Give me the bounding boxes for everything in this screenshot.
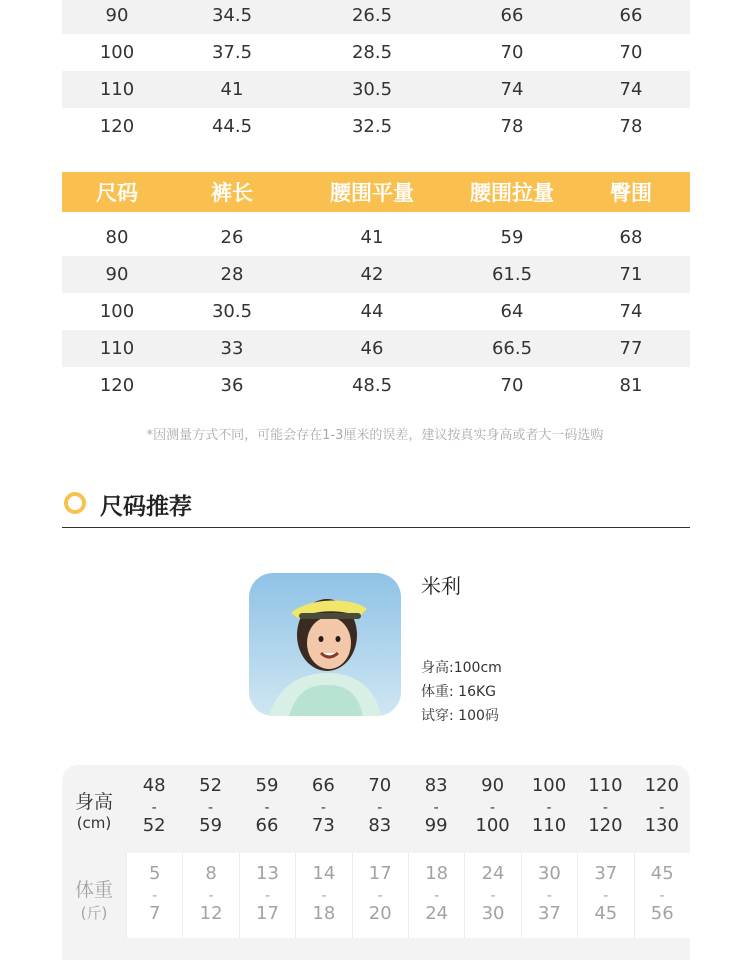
- table-cell: 74: [500, 79, 524, 100]
- table-cell: 33: [220, 338, 244, 359]
- table-cell: 66: [500, 5, 524, 26]
- range-dash: -: [208, 888, 214, 904]
- weight-range-min: 37: [594, 863, 618, 884]
- weight-label: 体重: [74, 879, 113, 901]
- weight-range-max: 30: [481, 903, 505, 924]
- circle-icon: [64, 492, 86, 514]
- table-cell: 71: [619, 264, 643, 285]
- range-dash: -: [151, 800, 157, 816]
- weight-range-max: 18: [312, 903, 336, 924]
- column-header: 裤长: [211, 181, 253, 205]
- table-cell: 90: [105, 5, 129, 26]
- weight-range-max: 12: [199, 903, 223, 924]
- measurement-note: *因测量方式不同，可能会存在1-3厘米的误差，建议按真实身高或者大一码选购: [146, 428, 604, 443]
- weight-range-cell: [521, 853, 577, 938]
- weight-range-min: 45: [650, 863, 674, 884]
- height-label: 身高: [74, 791, 113, 813]
- model-weight: 体重: 16KG: [421, 684, 497, 700]
- range-dash: -: [659, 888, 665, 904]
- height-range-cell: [239, 765, 295, 853]
- range-dash: -: [208, 800, 214, 816]
- height-range-cell: [577, 765, 633, 853]
- range-dash: -: [377, 800, 383, 816]
- weight-unit: (斤): [80, 904, 108, 922]
- column-header: 腰围拉量: [470, 181, 554, 205]
- table-cell: 28: [220, 264, 244, 285]
- table-cell: 70: [500, 375, 524, 396]
- height-range-cell: [126, 765, 182, 853]
- weight-range-cell: [295, 853, 351, 938]
- table-cell: 74: [619, 301, 643, 322]
- range-dash: -: [377, 888, 383, 904]
- height-range-min: 66: [311, 775, 335, 796]
- height-range-max: 130: [644, 815, 679, 836]
- size-recommendation-chart: [62, 765, 690, 960]
- weight-cells: [126, 853, 690, 938]
- model-name: 米利: [421, 574, 461, 598]
- height-row-label: [62, 787, 126, 832]
- height-range-cell: [464, 765, 520, 853]
- range-dash: -: [321, 888, 327, 904]
- height-range-max: 66: [255, 815, 279, 836]
- weight-range-min: 13: [256, 863, 279, 884]
- height-range-cell: [182, 765, 238, 853]
- table-cell: 59: [500, 227, 524, 248]
- section-header: [62, 484, 690, 528]
- range-dash: -: [152, 888, 158, 904]
- range-dash: -: [602, 800, 608, 816]
- weight-range-max: 7: [148, 903, 161, 924]
- height-range-max: 73: [311, 815, 335, 836]
- range-dash: -: [603, 888, 609, 904]
- table-cell: 90: [105, 264, 129, 285]
- height-range-min: 52: [199, 775, 223, 796]
- height-range-min: 100: [531, 775, 567, 796]
- weight-range-cell: [634, 853, 690, 938]
- table-cell: 32.5: [351, 116, 393, 137]
- height-range-max: 59: [199, 815, 223, 836]
- height-range-cell: [634, 765, 690, 853]
- weight-row-label: [62, 875, 126, 923]
- range-dash: -: [546, 888, 552, 904]
- range-dash: -: [264, 888, 270, 904]
- table-cell: 26: [220, 227, 244, 248]
- table-cell: 36: [220, 375, 244, 396]
- weight-range-cell: [408, 853, 464, 938]
- table-row: [62, 0, 690, 34]
- weight-range-min: 24: [481, 863, 505, 884]
- height-range-min: 70: [368, 775, 392, 796]
- column-header: 尺码: [96, 181, 138, 205]
- height-range-min: 59: [255, 775, 279, 796]
- table-cell: 120: [99, 375, 135, 396]
- height-unit: (cm): [76, 814, 112, 832]
- height-range-max: 100: [475, 815, 510, 836]
- range-dash: -: [264, 800, 270, 816]
- table-cell: 42: [360, 264, 384, 285]
- range-dash: -: [546, 800, 552, 816]
- height-range-min: 120: [644, 775, 679, 796]
- table-cell: 30.5: [351, 79, 393, 100]
- height-range-max: 99: [424, 815, 448, 836]
- table-row: [62, 293, 690, 330]
- table-row: [62, 367, 690, 404]
- column-header: 腰围平量: [330, 181, 414, 205]
- height-range-max: 110: [531, 815, 567, 836]
- table-cell: 110: [99, 338, 135, 359]
- table-cell: 68: [619, 227, 643, 248]
- weight-range-cell: [464, 853, 520, 938]
- height-range-min: 110: [588, 775, 623, 796]
- table-cell: 66: [619, 5, 643, 26]
- table-cell: 34.5: [211, 5, 253, 26]
- weight-range-cell: [239, 853, 295, 938]
- height-range-cell: [521, 765, 577, 853]
- weight-range-min: 18: [425, 863, 449, 884]
- table-cell: 80: [105, 227, 129, 248]
- weight-range-min: 17: [368, 863, 392, 884]
- table-cell: 37.5: [211, 42, 253, 63]
- table-cell: 66.5: [491, 338, 533, 359]
- table-cell: 100: [99, 42, 135, 63]
- height-range-max: 83: [368, 815, 392, 836]
- table-row: [62, 330, 690, 367]
- table-cell: 64: [500, 301, 524, 322]
- table-cell: 26.5: [351, 5, 393, 26]
- table-cell: 48.5: [351, 375, 393, 396]
- table-cell: 70: [500, 42, 524, 63]
- range-dash: -: [490, 800, 496, 816]
- weight-range-max: 20: [368, 903, 392, 924]
- height-range-cell: [352, 765, 408, 853]
- table-cell: 120: [99, 116, 135, 137]
- weight-range-max: 37: [537, 903, 561, 924]
- table-cell: 44: [360, 301, 384, 322]
- weight-range-max: 17: [256, 903, 279, 924]
- range-dash: -: [433, 800, 439, 816]
- height-range-max: 52: [142, 815, 166, 836]
- table-row: [62, 256, 690, 293]
- weight-range-max: 24: [425, 903, 449, 924]
- weight-range-cell: [577, 853, 633, 938]
- range-dash: -: [490, 888, 496, 904]
- table-cell: 44.5: [211, 116, 253, 137]
- table-cell: 74: [619, 79, 643, 100]
- weight-range-min: 14: [312, 863, 336, 884]
- height-range-cell: [295, 765, 351, 853]
- model-height: 身高:100cm: [421, 660, 502, 676]
- table-cell: 41: [220, 79, 244, 100]
- weight-range-max: 56: [650, 903, 674, 924]
- range-dash: -: [434, 888, 440, 904]
- table-cell: 81: [619, 375, 643, 396]
- height-range-min: 90: [481, 775, 505, 796]
- section-title: 尺码推荐: [100, 494, 192, 520]
- table-cell: 30.5: [211, 301, 253, 322]
- height-range-min: 83: [424, 775, 448, 796]
- weight-range-min: 8: [205, 863, 217, 884]
- table-cell: 28.5: [351, 42, 393, 63]
- table-cell: 77: [619, 338, 643, 359]
- range-dash: -: [320, 800, 326, 816]
- table-row: [62, 34, 690, 71]
- table-cell: 110: [99, 79, 135, 100]
- weight-range-max: 45: [594, 903, 618, 924]
- table-cell: 70: [619, 42, 643, 63]
- table-cell: 78: [500, 116, 524, 137]
- weight-range-cell: [182, 853, 238, 938]
- weight-range-min: 5: [148, 863, 161, 884]
- table-row: [62, 219, 690, 256]
- table-row: [62, 71, 690, 108]
- model-photo: [249, 573, 401, 716]
- height-range-min: 48: [142, 775, 166, 796]
- weight-range-cell: [126, 853, 182, 938]
- height-range-cell: [408, 765, 464, 853]
- height-range-max: 120: [588, 815, 623, 836]
- table-row: [62, 108, 690, 145]
- weight-range-cell: [352, 853, 408, 938]
- table-cell: 100: [99, 301, 135, 322]
- table-cell: 46: [360, 338, 384, 359]
- range-dash: -: [659, 800, 665, 816]
- weight-range-min: 30: [537, 863, 561, 884]
- column-header: 臀围: [610, 181, 652, 205]
- table-header: [62, 172, 690, 212]
- table-cell: 41: [360, 227, 384, 248]
- table-cell: 61.5: [491, 264, 533, 285]
- table-cell: 78: [619, 116, 643, 137]
- model-tryon-size: 试穿: 100码: [421, 708, 499, 724]
